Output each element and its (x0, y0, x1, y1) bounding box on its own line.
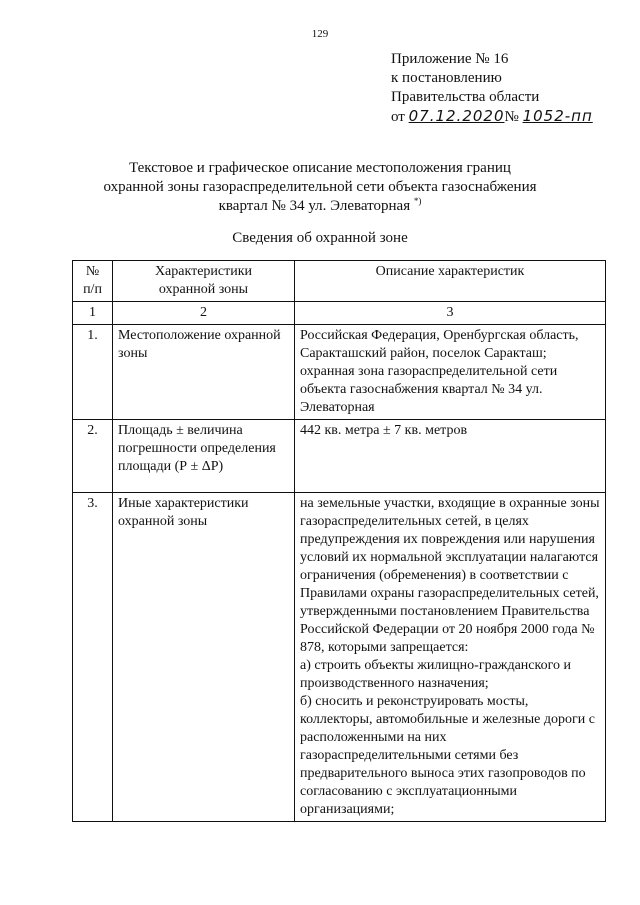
row-name: Местоположение охранной зоны (113, 325, 295, 420)
row-description: Российская Федерация, Оренбургская область, Саракташский район, поселок Саракташ; охранная зона газораспределительной сети объекта газоснабжения квартал № 34 ул. Элеваторная (295, 325, 606, 420)
section-title: Сведения об охранной зоне (232, 230, 408, 246)
page-number: 129 (311, 28, 329, 40)
appendix-block (391, 50, 593, 127)
row-name: Иные характеристики охранной зоны (113, 493, 295, 822)
appendix-line-1: Приложение № 16 (391, 51, 509, 67)
table-row (73, 420, 606, 493)
title-line-2: охранной зоны газораспределительной сети объекта газоснабжения (103, 179, 537, 195)
column-number-2: 2 (113, 302, 295, 325)
table-header-row (73, 261, 606, 302)
table-row (73, 493, 606, 822)
handwritten-number: 1052-пп (522, 107, 593, 125)
title-line-3-text: квартал № 34 ул. Элеваторная (218, 198, 411, 214)
row-name: Площадь ± величина погрешности определения площади (Р ± ΔР) (113, 420, 295, 493)
table-row (73, 325, 606, 420)
restriction-item-a: а) строить объекты жилищно-гражданского и производственного назначения; (300, 658, 571, 691)
row-description: 442 кв. метра ± 7 кв. метров (295, 420, 606, 493)
row-num: 1. (73, 325, 113, 420)
document-title (0, 159, 640, 216)
number-prefix: № (504, 109, 519, 125)
column-number-3: 3 (295, 302, 606, 325)
row-description (295, 493, 606, 822)
appendix-line-3: Правительства области (391, 89, 540, 105)
title-line-3 (0, 197, 640, 216)
header-num: № п/п (73, 261, 113, 302)
row-num: 2. (73, 420, 113, 493)
column-number-1: 1 (73, 302, 113, 325)
handwritten-date: 07.12.2020 (408, 107, 505, 125)
appendix-line-2: к постановлению (391, 70, 502, 86)
zone-info-table (72, 260, 606, 822)
title-line-1: Текстовое и графическое описание местоположения границ (129, 160, 511, 176)
restriction-item-b: б) сносить и реконструировать мосты, коллекторы, автомобильные и железные дороги с расположенными на них газораспределительными сетями без предварительного выноса этих газопроводов по согласованию с эксплуатационными организациями; (300, 694, 595, 817)
header-description: Описание характеристик (295, 261, 606, 302)
restrictions-text: на земельные участки, входящие в охранные зоны газораспределительных сетей, в целях предупреждения их повреждения или нарушения условий их нормальной эксплуатации налагаются ограничения (обременения) в соответствии с Правилами охраны газораспределительных сетей, утвержденными постановлением Правительства Российской Федерации от 20 ноября 2000 года № 878, которыми запрещается: (300, 496, 600, 655)
row-num: 3. (73, 493, 113, 822)
column-number-row (73, 302, 606, 325)
date-prefix: от (391, 109, 405, 125)
footnote-mark: *) (413, 196, 422, 206)
header-characteristics: Характеристики охранной зоны (113, 261, 295, 302)
appendix-date-line (391, 107, 593, 127)
